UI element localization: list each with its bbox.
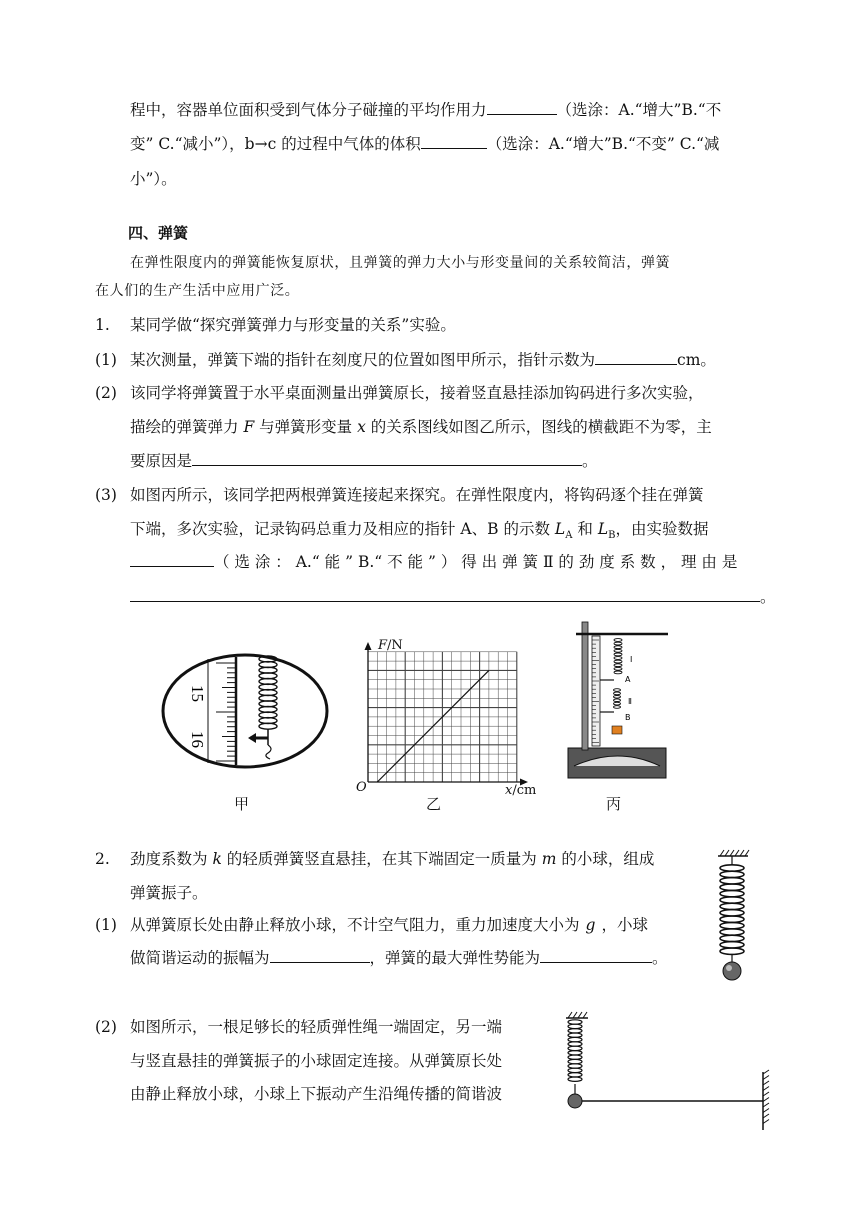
ruler-label-15: 15	[188, 685, 207, 702]
text: 下端，多次实验，记录钩码总重力及相应的指针 A、B 的示数	[130, 520, 550, 538]
hatch-line	[763, 1109, 769, 1113]
coil-loop	[614, 660, 622, 663]
figure-jia-ruler	[160, 653, 330, 771]
coil-loop	[614, 699, 621, 702]
answer-blank[interactable]	[595, 350, 677, 365]
text: 做简谐运动的振幅为	[130, 949, 270, 967]
hatch-line	[730, 850, 734, 856]
hook-icon	[266, 745, 271, 759]
q1-stem: 某同学做“探究弹簧弹力与形变量的关系”实验。	[130, 316, 456, 334]
coil-loop	[720, 897, 744, 903]
q2-part2-number: (2)	[95, 1018, 117, 1036]
hatch-line	[763, 1087, 769, 1091]
caption-jia: 甲	[234, 795, 250, 813]
y-axis-arrow-icon	[365, 642, 372, 650]
var-L: L	[554, 520, 566, 538]
spring-coil	[259, 656, 277, 729]
var-m: m	[541, 850, 557, 868]
q1-part3-line3	[130, 551, 737, 573]
ball	[568, 1094, 582, 1108]
subscript: B	[608, 530, 616, 542]
coil-loop	[614, 664, 622, 667]
answer-blank[interactable]	[421, 134, 487, 149]
hatch-line	[763, 1120, 769, 1124]
coil-loop	[568, 1059, 582, 1063]
q3-tail-line3: 小”）。	[130, 170, 177, 188]
coil-loop	[720, 890, 744, 896]
label-I: Ⅰ	[630, 655, 633, 664]
ball	[723, 962, 741, 980]
q1-part3-line1: 如图丙所示，该同学把两根弹簧连接起来探究。在弹性限度内，将钩码逐个挂在弹簧	[130, 486, 704, 504]
weight	[612, 726, 622, 734]
text: 的小球，组成	[561, 850, 655, 868]
coil-loop	[568, 1024, 582, 1028]
section-intro-line2: 在人们的生产生活中应用广泛。	[95, 283, 300, 299]
spring-coil	[720, 865, 744, 955]
section-heading: 四、弹簧	[128, 224, 189, 242]
caption-bing: 丙	[606, 795, 622, 813]
answer-blank[interactable]	[540, 948, 652, 963]
coil-loop	[614, 667, 622, 670]
var-x: x	[505, 783, 513, 798]
q3-tail-line1	[130, 99, 721, 121]
q2-part1-line2	[130, 947, 668, 969]
coil-loop	[568, 1042, 582, 1046]
coil-loop	[568, 1033, 582, 1037]
coil-loop	[614, 639, 622, 642]
q1-part1-number: (1)	[95, 351, 117, 369]
coil-loop	[614, 642, 622, 645]
q2-line1	[130, 848, 654, 870]
hatch-line	[763, 1114, 769, 1118]
stand-rod	[582, 622, 588, 750]
text: 的关系图线如图乙所示，图线的横截距不为零，主	[370, 418, 712, 436]
q1-number: 1.	[95, 316, 110, 334]
answer-blank[interactable]	[192, 451, 582, 466]
hatch-line	[720, 850, 724, 856]
pointer-arrow-icon	[248, 733, 256, 743]
section-intro-line1: 在弹性限度内的弹簧能恢复原状，且弹簧的弹力大小与形变量间的关系较简洁，弹簧	[130, 255, 671, 271]
q2-line2: 弹簧振子。	[130, 884, 208, 902]
coil-loop	[720, 884, 744, 890]
var-x: x	[357, 418, 366, 436]
answer-blank[interactable]	[270, 948, 370, 963]
coil-loop	[568, 1077, 582, 1081]
y-axis-label: F/N	[378, 638, 403, 653]
coil-loop	[568, 1020, 582, 1024]
q1-part3-number: (3)	[95, 486, 117, 504]
q2-part2-line2: 与竖直悬挂的弹簧振子的小球固定连接。从弹簧原长处	[130, 1052, 503, 1070]
coil-loop	[614, 671, 622, 674]
hatch-line	[763, 1070, 769, 1074]
coil-loop	[614, 696, 621, 699]
q1-part2-number: (2)	[95, 384, 117, 402]
hatch-line	[763, 1103, 769, 1107]
hatch-line	[763, 1098, 769, 1102]
origin-label: O	[356, 780, 367, 795]
coil-loop	[720, 922, 744, 928]
var-F: F	[378, 638, 388, 653]
text: 。	[582, 452, 598, 470]
text: 从弹簧原长处由静止释放小球，不计空气阻力，重力加速度大小为	[130, 916, 580, 934]
label-A: A	[625, 675, 631, 684]
var-F: F	[243, 418, 255, 436]
coil-loop	[720, 948, 744, 954]
hatch-line	[583, 1012, 587, 1018]
answer-blank[interactable]	[487, 100, 557, 115]
q2-number: 2.	[95, 850, 110, 868]
coil-loop	[720, 903, 744, 909]
text: ，由实验数据	[615, 520, 709, 538]
coil-loop	[614, 689, 621, 692]
coil-loop	[720, 910, 744, 916]
text: （选涂：A.“增大”B.“不变” C.“减	[486, 135, 720, 153]
hatch-line	[763, 1081, 769, 1085]
label-B: B	[625, 713, 631, 722]
var-L: L	[597, 520, 609, 538]
var-g: g	[585, 916, 596, 934]
hatch-line	[725, 850, 729, 856]
q2-part2-line3: 由静止释放小球，小球上下振动产生沿绳传播的简谐波	[130, 1085, 503, 1103]
coil-loop	[568, 1046, 582, 1050]
text: 某次测量，弹簧下端的指针在刻度尺的位置如图甲所示，指针示数为	[130, 351, 596, 369]
coil-loop	[568, 1051, 582, 1055]
text: 描绘的弹簧弹力	[130, 418, 239, 436]
text: 程中，容器单位面积受到气体分子碰撞的平均作用力	[130, 101, 487, 119]
q1-part1	[130, 349, 716, 371]
hatch-line	[568, 1012, 572, 1018]
q3-tail-line2	[130, 133, 719, 155]
coil-loop	[720, 929, 744, 935]
hatch-line	[735, 850, 739, 856]
hatch-line	[745, 850, 749, 856]
caption-yi: 乙	[426, 795, 442, 813]
coil-loop	[568, 1064, 582, 1068]
text: （ 选 涂 ： A.“ 能 ” B.“ 不 能 ” ） 得 出 弹 簧 Ⅱ 的 劲 度 系 数 ， 理 由 是	[214, 553, 738, 571]
var-k: k	[212, 850, 222, 868]
answer-blank[interactable]	[130, 587, 760, 602]
coil-loop	[720, 942, 744, 948]
text: 与弹簧形变量	[259, 418, 353, 436]
hatch-line	[578, 1012, 582, 1018]
q1-part2-line2	[130, 416, 712, 438]
text: cm。	[677, 351, 716, 369]
subscript: A	[565, 530, 573, 542]
q2-part2-line1: 如图所示，一根足够长的轻质弹性绳一端固定，另一端	[130, 1018, 503, 1036]
text: 。	[652, 949, 668, 967]
q2-part1-line1	[130, 914, 648, 936]
coil-loop	[614, 653, 622, 656]
coil-loop	[568, 1029, 582, 1033]
hatch-line	[573, 1012, 577, 1018]
figure-spring-oscillator	[712, 850, 752, 984]
q2-part1-number: (1)	[95, 916, 117, 934]
text: 劲度系数为	[130, 850, 208, 868]
hatch-line	[763, 1092, 769, 1096]
figure-yi-graph	[358, 636, 538, 798]
coil-loop	[614, 692, 621, 695]
q1-part3-line4	[130, 586, 776, 608]
coil-loop	[720, 878, 744, 884]
coil-loop	[720, 871, 744, 877]
q1-part2-line1: 该同学将弹簧置于水平桌面测量出弹簧原长，接着竖直悬挂添加钩码进行多次实验，	[130, 384, 704, 402]
text: 。	[760, 588, 776, 606]
figure-bing-stand	[566, 618, 670, 786]
text: 和	[577, 520, 593, 538]
hatch-line	[763, 1076, 769, 1080]
coil-loop	[720, 916, 744, 922]
coil-loop	[568, 1037, 582, 1041]
figure-spring-rope	[560, 1012, 770, 1136]
text: 要原因是	[130, 452, 193, 470]
answer-blank[interactable]	[130, 552, 214, 567]
coil-loop	[614, 646, 622, 649]
ruler-label-16: 16	[188, 731, 207, 748]
q1-part2-line3	[130, 450, 598, 472]
label-II: Ⅱ	[628, 697, 632, 706]
coil-loop	[614, 706, 621, 709]
coil-loop	[720, 935, 744, 941]
text: 的轻质弹簧竖直悬挂，在其下端固定一质量为	[226, 850, 537, 868]
coil-loop	[568, 1068, 582, 1072]
coil-loop	[614, 657, 622, 660]
coil-loop	[614, 649, 622, 652]
text: ，小球	[601, 916, 648, 934]
text: ，弹簧的最大弹性势能为	[369, 949, 541, 967]
coil-loop	[614, 702, 621, 705]
text: 变” C.“减小”），b→c 的过程中气体的体积	[130, 135, 421, 153]
coil-loop	[568, 1055, 582, 1059]
text: （选涂：A.“增大”B.“不	[556, 101, 722, 119]
coil-loop	[568, 1073, 582, 1077]
x-axis-label: x/cm	[505, 783, 537, 798]
spring-coil	[568, 1020, 582, 1082]
coil-loop	[720, 865, 744, 871]
q1-part3-line2	[130, 518, 708, 547]
hatch-line	[740, 850, 744, 856]
